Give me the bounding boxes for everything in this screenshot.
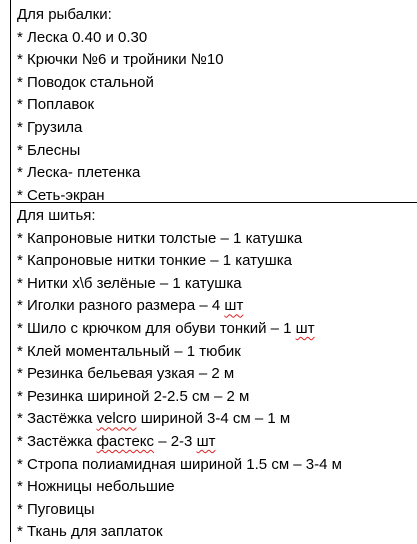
list-item: * Застёжка velcro шириной 3-4 см – 1 м [17, 410, 291, 428]
list-item: * Ткань для заплаток [17, 523, 163, 541]
list-item: * Пуговицы [17, 500, 95, 518]
list-item: * Поводок стальной [17, 73, 154, 91]
list-item: * Леска- плетенка [17, 164, 141, 182]
fishing-section [11, 0, 417, 203]
list-item: * Клей моментальный – 1 тюбик [17, 342, 241, 360]
list-item: * Стропа полиамидная шириной 1.5 см – 3-4 м [17, 455, 342, 473]
list-item: * Шило с крючком для обуви тонкий – 1 шт [17, 319, 315, 337]
list-item: * Грузила [17, 118, 83, 136]
list-item: * Капроновые нитки толстые – 1 катушка [17, 229, 303, 247]
list-item: * Капроновые нитки тонкие – 1 катушка [17, 252, 292, 270]
sewing-section [11, 203, 417, 544]
list-item: * Резинка бельевая узкая – 2 м [17, 365, 235, 383]
list-item: * Резинка шириной 2-2.5 см – 2 м [17, 387, 250, 405]
list-item: * Ножницы небольшие [17, 478, 175, 496]
list-item: * Сеть-экран [17, 186, 105, 204]
checklist-table [10, 0, 417, 542]
list-item: * Иголки разного размера – 4 шт [17, 297, 244, 315]
list-item: * Леска 0.40 и 0.30 [17, 28, 148, 46]
fishing-heading: Для рыбалки: [17, 6, 112, 23]
list-item: * Застёжка фастекс – 2-3 шт [17, 432, 216, 450]
list-item: * Блесны [17, 141, 81, 159]
list-item: * Нитки х\б зелёные – 1 катушка [17, 274, 242, 292]
list-item: * Поплавок [17, 96, 95, 114]
list-item: * Крючки №6 и тройники №10 [17, 51, 224, 69]
sewing-heading: Для шитья: [17, 207, 96, 224]
